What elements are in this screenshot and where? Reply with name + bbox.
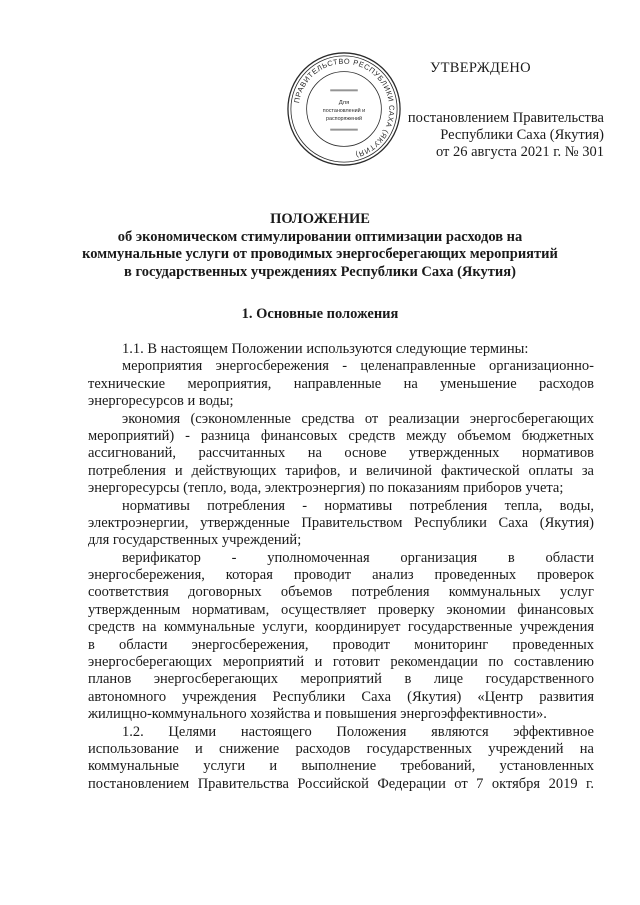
body-text-line: экономия (сэкономленные средства от реализации энергосберегающих (122, 410, 594, 427)
svg-text:распоряжений: распоряжений (325, 115, 363, 122)
body-text-line: энергоресурсов и воды; (88, 393, 234, 410)
decree-line: Республики Саха (Якутия) (440, 127, 604, 143)
document-title (0, 211, 640, 281)
body-text-line: энергоресурсы (тепло, вода, электроэнергия) по показаниям приборов учета; (88, 480, 564, 497)
body-text-line: потребления и действующих тарифов, и величиной фактической оплаты за (88, 462, 594, 479)
body-text-line: автономного учреждения Республики Саха (Якутия) «Центр развития (88, 688, 594, 705)
body-text-line: планов энергосберегающих мероприятий в лице государственного (88, 671, 594, 688)
approved-label: УТВЕРЖДЕНО (430, 60, 531, 76)
body-text-line: средств на коммунальные услуги, координирует государственные учреждения (88, 619, 594, 636)
body-text-line: использование и снижение расходов государственных учреждений на (88, 740, 594, 757)
body-text-line: для государственных учреждений; (88, 532, 302, 549)
document-body (88, 341, 594, 793)
body-text-line: 1.2. Целями настоящего Положения являются эффективное (122, 723, 594, 740)
title-heading: ПОЛОЖЕНИЕ (270, 211, 370, 227)
body-text-line: в области энергосбережения, проводит мониторинг проведенных (88, 636, 594, 653)
body-text-line: электроэнергии, утвержденные Правительством Республики Саха (Якутия) (88, 514, 594, 531)
body-text-line: мероприятий) - разница финансовых средств между объемом бюджетных (88, 427, 594, 444)
svg-text:постановлений и: постановлений и (322, 107, 366, 114)
title-subtitle-line: в государственных учреждениях Республики Саха (Якутия) (124, 263, 516, 280)
body-text-line: постановлением Правительства Российской Федерации от 7 октября 2019 г. (88, 775, 594, 792)
section-heading: 1. Основные положения (241, 306, 399, 322)
body-text-line: ассигнований, рассчитанных на основе утвержденных нормативов (88, 445, 594, 462)
body-text-line: утвержденным нормативам, осуществляет проверку экономии финансовых (88, 601, 594, 618)
body-text-line: энергосбережения, которая проводит анализ проведенных проверок (88, 567, 594, 584)
title-subtitle-line: об экономическом стимулировании оптимизации расходов на (117, 228, 523, 245)
svg-text:Для: Для (338, 100, 350, 107)
body-text-line: технические мероприятия, направленные на уменьшение расходов (88, 375, 594, 392)
svg-text:ПРАВИТЕЛЬСТВО РЕСПУБЛИКИ САХА: ПРАВИТЕЛЬСТВО РЕСПУБЛИКИ САХА (ЯКУТИЯ) (292, 56, 397, 160)
body-text-line: соответствия договорных объемов потребления коммунальных услуг (88, 584, 594, 601)
body-text-line: нормативы потребления - нормативы потребления тепла, воды, (122, 497, 594, 514)
body-text-line: энергосберегающих мероприятий и готовит рекомендации по составлению (88, 654, 594, 671)
decree-line: постановлением Правительства (407, 110, 604, 126)
title-subtitle-line: коммунальные услуги от проводимых энергосберегающих мероприятий (82, 246, 558, 262)
body-text-line: верификатор - уполномоченная организация в области (122, 549, 594, 566)
decree-reference (344, 110, 604, 161)
body-text-line: жилищно-коммунального хозяйства и повышения энергоэффективности». (88, 706, 547, 723)
body-text-line: коммунальные услуги и выполнение требований, установленных (88, 758, 594, 775)
body-text-line: мероприятия энергосбережения - целенаправленные организационно- (122, 358, 594, 375)
body-text-line: 1.1. В настоящем Положении используются следующие термины: (122, 341, 529, 357)
decree-line: от 26 августа 2021 г. № 301 (435, 144, 604, 160)
